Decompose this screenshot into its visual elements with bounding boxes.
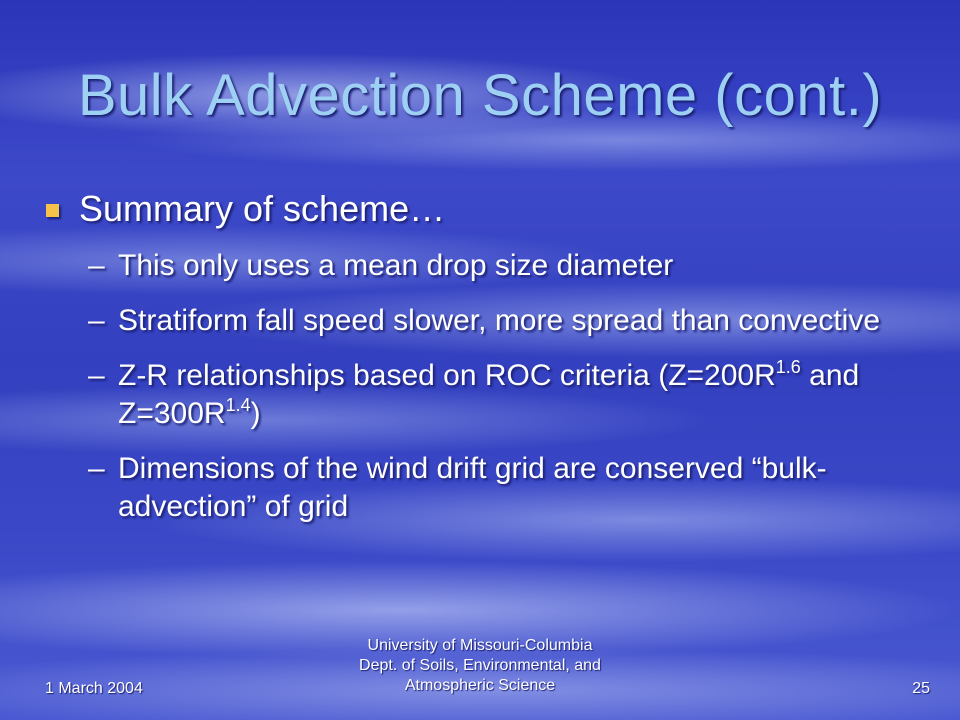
- slide-title: Bulk Advection Scheme (cont.): [77, 63, 883, 128]
- main-bullet: [46, 188, 445, 230]
- sub-bullet-item: [88, 247, 908, 285]
- zr-text-prefix: Z-R relationships based on ROC criteria (Z=200R: [118, 359, 776, 392]
- institution-line: University of Missouri-Columbia: [367, 637, 593, 654]
- square-bullet-icon: [46, 204, 59, 217]
- page-number: 25: [912, 680, 930, 697]
- sub-bullet-item: [88, 302, 908, 340]
- main-bullet-text: Summary of scheme…: [79, 188, 446, 229]
- institution-line: Atmospheric Science: [404, 677, 556, 694]
- zr-text-suffix: ): [250, 397, 261, 430]
- zr-text-middle: and Z=300R: [118, 359, 860, 430]
- dash-bullet: –: [88, 359, 105, 392]
- dash-bullet: –: [88, 249, 105, 282]
- sub-bullet-text: This only uses a mean drop size diameter: [118, 249, 674, 282]
- footer-institution: [280, 636, 680, 696]
- institution-line: Dept. of Soils, Environmental, and: [359, 657, 601, 674]
- dash-bullet: –: [88, 452, 105, 485]
- sub-bullet-item: [88, 357, 908, 433]
- exponent-2: 1.4: [225, 395, 251, 415]
- dash-bullet: –: [88, 304, 105, 337]
- sub-bullet-item: [88, 450, 908, 526]
- sub-bullet-text: [118, 357, 908, 433]
- footer-date: 1 March 2004: [45, 680, 143, 697]
- exponent-1: 1.6: [775, 357, 801, 377]
- sub-bullet-text: Stratiform fall speed slower, more spread than convective: [118, 304, 881, 337]
- sub-bullet-list: [88, 247, 908, 543]
- sub-bullet-text: Dimensions of the wind drift grid are conserved “bulk-advection” of grid: [118, 452, 827, 523]
